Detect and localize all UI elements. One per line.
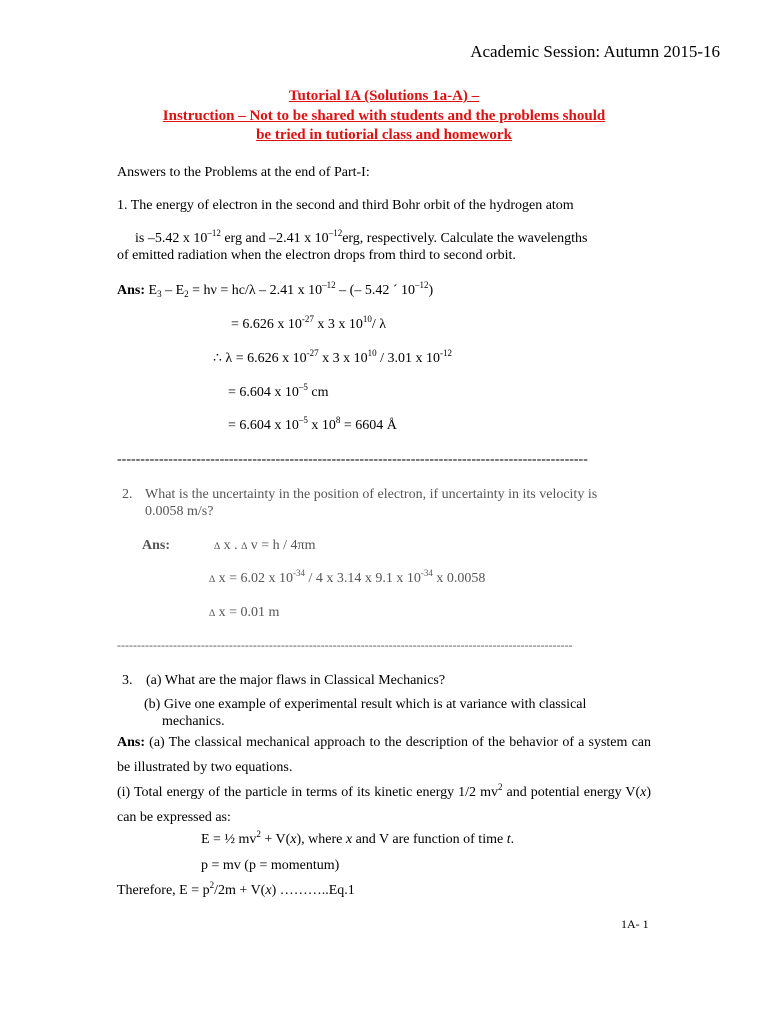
momentum-equation: p = mv (p = momentum): [201, 858, 340, 873]
q1-answer-eq2: = 6.626 x $10^{-27}$ x 3 x $10^{10}/$ λ: [231, 314, 387, 332]
q3-part-b-line2: mechanics.: [162, 714, 225, 729]
q2-answer-eq3: ∆ x = 0.01 m: [209, 605, 280, 620]
q3-part-a: (a) What are the major flaws in Classical Mechanics?: [146, 673, 446, 688]
tutorial-title: Tutorial IA (Solutions 1a-A) –: [288, 88, 480, 104]
q2-number: 2.: [122, 487, 133, 502]
delta-symbol: ∆: [209, 574, 216, 585]
intro-text: Answers to the Problems at the end of Part-I:: [117, 165, 370, 180]
delta-symbol: ∆: [241, 541, 248, 552]
energy-equation: E = ½ $mv^2 + V(x)$, where x and V are function of time t.: [201, 829, 515, 847]
q1-question-line3: of emitted radiation when the electron drops from third to second orbit.: [117, 248, 516, 263]
q2-answer-eq2: ∆ x = 6.02 x $10^{-34} / 4$ x 3.14 x 9.1 x $10^{-34}$ x 0.0058: [209, 568, 486, 586]
academic-session: Academic Session: Autumn 2015-16: [470, 42, 720, 61]
delta-symbol: ∆: [214, 541, 221, 552]
q3-answer-i: (i) Total energy of the particle in terms of its kinetic energy 1/2 $mv^2$ and potential energy V(x) can be expressed as:: [117, 782, 651, 825]
q3-answer-intro: Ans: (a) The classical mechanical approach to the description of the behavior of a system can be illustrated by two equations.: [117, 735, 651, 775]
eq1-therefore: Therefore, $E = p^2/2m + V(x)$ ………..Eq.1: [117, 880, 355, 898]
q3-number: 3.: [122, 673, 133, 688]
q2-question-line2: 0.0058 m/s?: [145, 504, 214, 519]
q1-answer-eq5: = 6.604 x $10^{-5}$ x $10^8 = 6604$ Å: [228, 415, 397, 433]
delta-symbol: ∆: [209, 608, 216, 619]
q1-question-line2: is –5.42 x $10^{-12}$ erg and –2.41 x $10^{-12}erg$, respectively. Calculate the wavelengths: [135, 228, 588, 246]
separator-line: -----------------------------------------------------------------------------------------------------: [117, 452, 588, 467]
q2-answer-eq1: ∆ x . ∆ v = h / 4πm: [214, 538, 316, 553]
instruction-line: Instruction – Not to be shared with students and the problems should: [162, 108, 606, 124]
q1-question-line1: 1. The energy of electron in the second and third Bohr orbit of the hydrogen atom: [117, 198, 574, 213]
q2-answer-label: Ans:: [142, 538, 171, 553]
q1-answer-eq3: ∴ λ = 6.626 x $10^{-27}$ x 3 x $10^{10} / 3.01$ x $10^{-12}$: [213, 348, 452, 366]
q1-answer-eq4: = 6.604 x $10^{-5}$ cm: [228, 382, 329, 400]
page-number: 1A- 1: [621, 917, 649, 931]
separator-line-2: ------------------------------------------------------------------------------------------------------------------: [117, 638, 573, 652]
q1-answer-eq1: Ans: $E_3 - E_2 = h\nu = hc/\lambda - 2.41$ x $10^{-12}$ – (– 5.42 ´ $10^{-12}$): [117, 280, 434, 299]
instruction-line-2: be tried in tutiorial class and homework: [256, 127, 512, 143]
q3-part-b-line1: (b) Give one example of experimental result which is at variance with classical: [144, 697, 587, 712]
q2-question-line1: What is the uncertainty in the position of electron, if uncertainty in its velocity is: [145, 487, 598, 502]
